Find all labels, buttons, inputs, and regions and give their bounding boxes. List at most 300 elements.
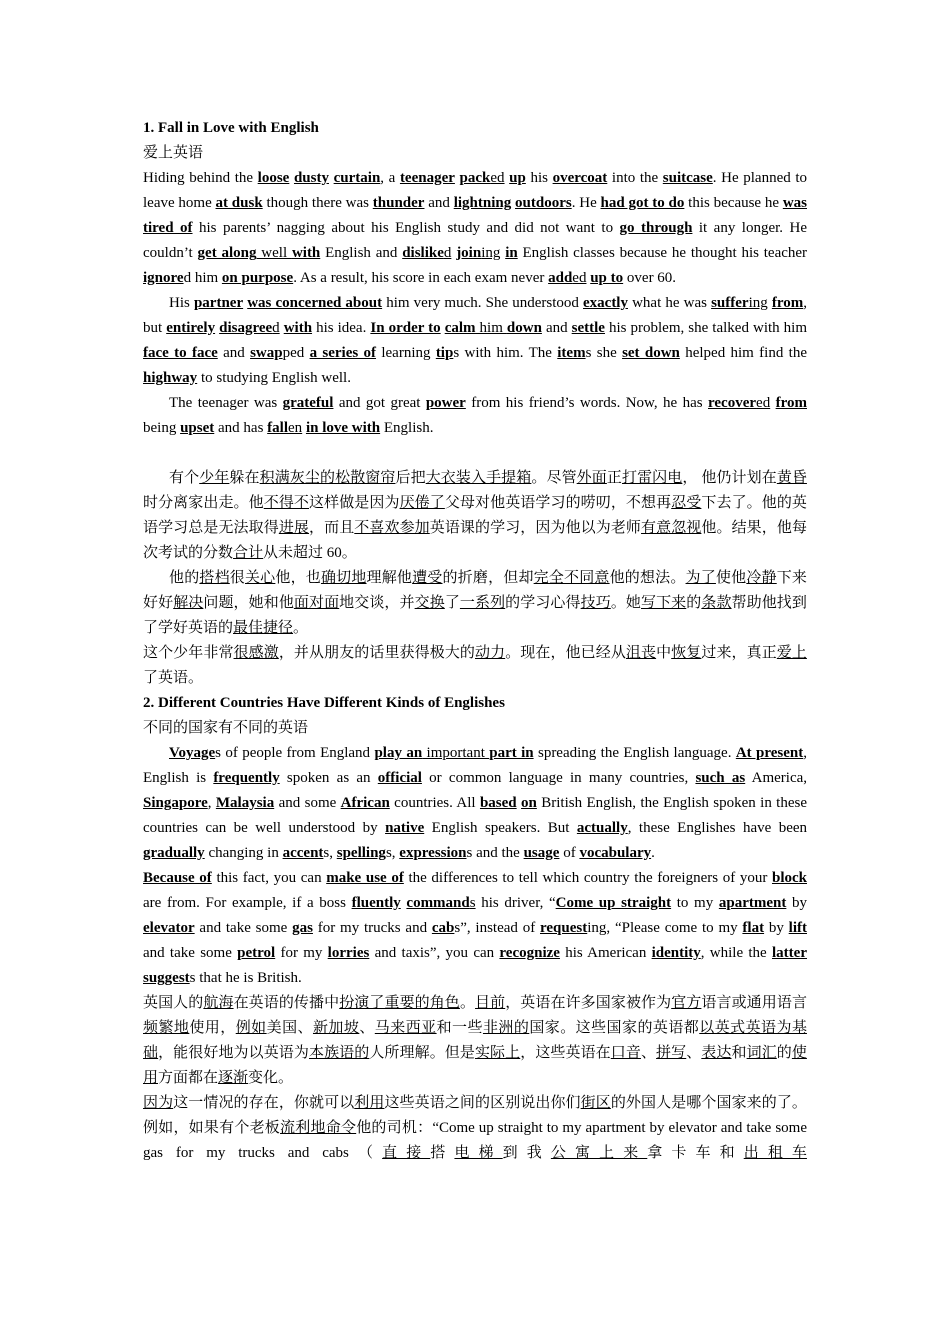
text-run: his parents’ nagging about his English study and did not want to (192, 220, 620, 236)
key-phrase: in love with (305, 420, 381, 436)
key-phrase: Voyage (169, 745, 216, 761)
key-phrase: actually (576, 820, 628, 836)
underlined-text: ed (756, 395, 771, 411)
section-2-paragraph-2 (143, 866, 807, 991)
key-phrase: a series of (309, 345, 377, 361)
text-run: 到我 (502, 1145, 551, 1161)
text-run: ，英语在许多国家被作为 (505, 995, 672, 1011)
text-run: 了英语。 (143, 670, 204, 686)
text-run: 。尽管 (531, 470, 577, 486)
underlined-text: 技巧 (580, 595, 611, 611)
key-phrase: vocabulary (579, 845, 652, 861)
key-phrase: loose (257, 170, 290, 186)
underlined-text: 合计 (233, 545, 264, 561)
underlined-text: 口音 (610, 1045, 641, 1061)
underlined-text: 以英式英语为基础 (143, 1020, 807, 1061)
key-phrase: ignore (143, 270, 184, 286)
text-run: 中 (656, 645, 672, 661)
text-run: to studying English well. (197, 370, 351, 386)
key-phrase: on purpose (221, 270, 294, 286)
text-run: and some (274, 795, 341, 811)
text-run: 、 (640, 1045, 657, 1061)
underlined-text: 拼写 (656, 1045, 687, 1061)
section-1-translation-1 (143, 466, 807, 566)
underlined-text: 利用 (354, 1095, 385, 1111)
key-phrase: suffer (711, 295, 749, 311)
section-1-translation-3 (143, 641, 807, 691)
key-phrase: suggest (143, 970, 190, 986)
text-run: from his friend’s words. Now, he has (465, 395, 708, 411)
underlined-text: 有意忽视 (641, 520, 702, 536)
text-run: being (143, 420, 181, 436)
text-run: his problem, she talked with him (604, 320, 808, 336)
key-phrase: recognize (499, 945, 560, 961)
text-run: The teenager was (169, 395, 283, 411)
underlined-text: 条款 (701, 595, 732, 611)
section-1-paragraph-2 (143, 291, 807, 391)
text-run: the differences to tell which country the foreigners of your (403, 870, 772, 886)
key-phrase: fluently (351, 895, 401, 911)
text-run: , while the (700, 945, 772, 961)
underlined-text: ed (490, 170, 505, 186)
underlined-text: 动力 (475, 645, 506, 661)
text-run: ，能很好地为以英语为 (158, 1045, 309, 1061)
underlined-text: 公寓上来 (550, 1145, 648, 1161)
text-run: . As a result, his score in each exam never (293, 270, 549, 286)
text-run: ing, “Please come to my (587, 920, 743, 936)
text-run: 语言或通用语言 (701, 995, 807, 1011)
key-phrase: with (291, 245, 321, 261)
underlined-text: him (475, 320, 507, 336)
key-phrase: command (406, 895, 470, 911)
key-phrase: pack (459, 170, 491, 186)
text-run: 、 (686, 1045, 702, 1061)
key-phrase: dislike (402, 245, 444, 261)
text-run: 他的司机：“Come up straight to my apartment by elevator and take some gas for my trucks and cabs（ (143, 1120, 807, 1161)
underlined-text: 厌倦了 (399, 495, 445, 511)
key-phrase: partner (193, 295, 244, 311)
key-phrase: calm (444, 320, 476, 336)
text-run: s, (385, 845, 400, 861)
text-run: English classes because he thought his teacher (517, 245, 808, 261)
text-run: 搭 (430, 1145, 455, 1161)
underlined-text: 爱上 (776, 645, 807, 661)
key-phrase: teenager (399, 170, 455, 186)
text-run: and got great (333, 395, 426, 411)
text-run: 很 (229, 570, 245, 586)
key-phrase: African (340, 795, 390, 811)
text-run: 方面都在 (158, 1070, 219, 1086)
key-phrase: upset (180, 420, 215, 436)
text-run: 变化。 (248, 1070, 294, 1086)
text-run: s of people from England (215, 745, 375, 761)
underlined-text: 频繁地 (143, 1020, 190, 1036)
text-run: English and (320, 245, 403, 261)
text-run: 后把 (395, 470, 426, 486)
underlined-text: 马来西亚 (374, 1020, 437, 1036)
text-run: him very much. She understood (382, 295, 583, 311)
text-run: , these Englishes have been (627, 820, 808, 836)
text-run: 正 (606, 470, 622, 486)
text-run: Hiding behind the (143, 170, 258, 186)
section-1-translation-2 (143, 566, 807, 641)
key-phrase: request (540, 920, 588, 936)
key-phrase: latter (772, 945, 807, 961)
underlined-text: d (272, 320, 280, 336)
text-run: s, (323, 845, 337, 861)
underlined-text: 官方 (671, 995, 702, 1011)
text-run: ， 他仍计划在 (682, 470, 777, 486)
underlined-text: 非洲的 (482, 1020, 530, 1036)
text-run: by (786, 895, 807, 911)
text-run: 他。结果，他每次考试的分数 (143, 520, 807, 561)
text-run: 的学习心得 (505, 595, 581, 611)
key-phrase: entirely (166, 320, 216, 336)
underlined-text: 完全不同意 (533, 570, 610, 586)
key-phrase: exactly (583, 295, 628, 311)
text-run: 的折磨，但却 (442, 570, 534, 586)
text-run: ，并从朋友的话里获得极大的 (278, 645, 475, 661)
key-phrase: on (521, 795, 537, 811)
key-phrase: Come up straight (555, 895, 672, 911)
key-phrase: cab (431, 920, 455, 936)
underlined-text: 冷静 (746, 570, 777, 586)
text-run: of (559, 845, 580, 861)
underlined-text: ed (572, 270, 587, 286)
underlined-text: 交换 (414, 595, 445, 611)
underlined-text: ing (748, 295, 768, 311)
paragraph-spacer (143, 441, 807, 466)
underlined-text: 搭档 (199, 570, 230, 586)
text-run: countries. All (389, 795, 480, 811)
text-run: are from. For example, if a boss (143, 895, 352, 911)
text-run: . He planned to leave home (143, 170, 808, 211)
underlined-text: s (469, 895, 476, 911)
key-phrase: make use of (326, 870, 404, 886)
section-2-paragraph-1 (143, 741, 807, 866)
underlined-text: 表达 (701, 1045, 732, 1061)
key-phrase: thunder (372, 195, 425, 211)
underlined-text: 黄昏 (776, 470, 807, 486)
key-phrase: In order to (370, 320, 441, 336)
key-phrase: recover (708, 395, 757, 411)
underlined-text: important (422, 745, 490, 761)
text-run: 父母对他英语学习的唠叨，不想再 (444, 495, 672, 511)
key-phrase: at dusk (215, 195, 263, 211)
underlined-text: d (443, 245, 452, 261)
text-run: 在英语的传播中 (233, 995, 340, 1011)
underlined-text: 忍受 (671, 495, 702, 511)
key-phrase: lift (788, 920, 807, 936)
text-run: what he was (627, 295, 712, 311)
text-run: 人所理解。但是 (369, 1045, 475, 1061)
key-phrase: dusty (293, 170, 329, 186)
key-phrase: from (775, 395, 807, 411)
text-run: 拿卡车和 (647, 1145, 744, 1161)
key-phrase: with (283, 320, 313, 336)
text-run: 理解他 (366, 570, 413, 586)
underlined-text: 面对面 (293, 595, 340, 611)
underlined-text: 沮丧 (625, 645, 657, 661)
underlined-text: 街区 (580, 1095, 611, 1111)
key-phrase: disagree (219, 320, 273, 336)
text-run: America, (745, 770, 808, 786)
text-run: 国家。这些国家的英语都 (529, 1020, 700, 1036)
document-content (143, 116, 807, 1166)
text-run: for my trucks and (312, 920, 432, 936)
text-run: 的 (686, 595, 702, 611)
underlined-text: 流利地命令 (280, 1120, 357, 1136)
key-phrase: official (377, 770, 422, 786)
key-phrase: identity (651, 945, 701, 961)
text-run: 这样做是因为 (309, 495, 400, 511)
text-run: His (169, 295, 194, 311)
text-run: ped (282, 345, 310, 361)
text-run: his driver, “ (475, 895, 556, 911)
text-run: 。她 (610, 595, 641, 611)
key-phrase: in (505, 245, 518, 261)
section-2-translation-2 (143, 1091, 807, 1166)
key-phrase: tip (435, 345, 454, 361)
key-phrase: flat (742, 920, 765, 936)
text-run: 使用， (189, 1020, 236, 1036)
underlined-text: 很感激 (233, 645, 279, 661)
text-run: spoken as an (279, 770, 378, 786)
key-phrase: such as (695, 770, 746, 786)
text-run: and take some (143, 945, 238, 961)
text-run: 、 (359, 1020, 375, 1036)
key-phrase: grateful (282, 395, 334, 411)
text-run: s that he is British. (189, 970, 302, 986)
underlined-text: 实际上 (474, 1045, 521, 1061)
text-run: s and the (466, 845, 524, 861)
underlined-text: 为了 (685, 570, 716, 586)
text-run: or common language in many countries, (421, 770, 696, 786)
key-phrase: petrol (237, 945, 276, 961)
text-run: spreading the English language. (533, 745, 736, 761)
key-phrase: go through (619, 220, 693, 236)
underlined-text: 确切地 (320, 570, 367, 586)
text-run: his American (559, 945, 652, 961)
underlined-text: en (288, 420, 303, 436)
key-phrase: native (385, 820, 425, 836)
underlined-text: 打雷闪电 (621, 470, 683, 486)
key-phrase: play an (374, 745, 423, 761)
text-run: into the (607, 170, 663, 186)
text-run: , (207, 795, 216, 811)
text-run: learning (376, 345, 436, 361)
text-run: 使他 (715, 570, 747, 586)
text-run: 这个少年非常 (143, 645, 234, 661)
text-run: 时分离家出走。他 (143, 495, 264, 511)
text-run: , but (143, 295, 807, 336)
text-run: this because he (684, 195, 783, 211)
text-run: and (541, 320, 572, 336)
text-run: . (651, 845, 655, 861)
text-run: his (525, 170, 553, 186)
key-phrase: spelling (336, 845, 386, 861)
text-run: and (424, 195, 454, 211)
underlined-text: 恢复 (671, 645, 702, 661)
text-run: 问题，她和他 (203, 595, 294, 611)
underlined-text: 进展 (278, 520, 310, 536)
key-phrase: down (506, 320, 542, 336)
key-phrase: elevator (143, 920, 195, 936)
text-run: it any longer. He couldn’t (143, 220, 807, 261)
text-run: 躲在 (229, 470, 260, 486)
underlined-text: 积满灰尘的松散窗帘 (259, 470, 396, 486)
text-run: and (217, 345, 251, 361)
key-phrase: Singapore (143, 795, 208, 811)
text-run: 过来，真正 (701, 645, 777, 661)
key-phrase: block (771, 870, 807, 886)
underlined-text: 直接 (382, 1145, 431, 1161)
key-phrase: apartment (718, 895, 787, 911)
key-phrase: swap (250, 345, 283, 361)
text-run: 英语课的学习，因为他以为老师 (429, 520, 642, 536)
key-phrase: part in (489, 745, 534, 761)
text-run: 从未超过 60。 (263, 545, 357, 561)
underlined-text: 新加坡 (312, 1020, 360, 1036)
underlined-text: 关心 (244, 570, 276, 586)
underlined-text: 不喜欢参加 (354, 520, 430, 536)
key-phrase: highway (143, 370, 198, 386)
key-phrase: had got to do (600, 195, 685, 211)
key-phrase: Because of (143, 870, 212, 886)
section-2-translation-1 (143, 991, 807, 1091)
key-phrase: accent (282, 845, 324, 861)
text-run: 这一情况的存在，你就可以 (173, 1095, 355, 1111)
section-1-heading: 1. Fall in Love with English (143, 120, 319, 136)
text-run: 这些英语之间的区别说出你们 (384, 1095, 581, 1111)
text-run: 。 (459, 995, 476, 1011)
text-run: s she (585, 345, 623, 361)
underlined-text: 电梯 (454, 1145, 503, 1161)
key-phrase: lorries (327, 945, 370, 961)
text-run: ，这些英语在 (520, 1045, 611, 1061)
underlined-text: 目前 (475, 995, 506, 1011)
key-phrase: add (548, 270, 573, 286)
text-run: s with him. The (453, 345, 558, 361)
key-phrase: frequently (213, 770, 280, 786)
text-run: 和一些 (436, 1020, 483, 1036)
key-phrase: curtain (333, 170, 381, 186)
key-phrase: gradually (143, 845, 205, 861)
section-2-heading: 2. Different Countries Have Different Kinds of Englishes (143, 695, 505, 711)
underlined-text: 本族语的 (308, 1045, 370, 1061)
key-phrase: fall (267, 420, 289, 436)
text-run: English speakers. But (424, 820, 577, 836)
key-phrase: usage (523, 845, 560, 861)
underlined-text: 大衣装入手提箱 (425, 470, 532, 486)
key-phrase: was tired of (143, 195, 807, 236)
underlined-text: 扮演了重要的角色 (339, 995, 460, 1011)
text-run: 他的 (169, 570, 200, 586)
key-phrase: At present (735, 745, 804, 761)
section-1-paragraph-3 (143, 391, 807, 441)
text-run: 下去了。他的英语学习总是无法取得 (143, 495, 807, 536)
key-phrase: suitcase (662, 170, 713, 186)
text-run: , a (380, 170, 400, 186)
text-run: changing in (204, 845, 283, 861)
underlined-text: 遭受 (412, 570, 443, 586)
text-run: 帮助他找到了学好英语的 (143, 595, 807, 636)
key-phrase: join (456, 245, 482, 261)
key-phrase: outdoors (515, 195, 572, 211)
underlined-text: ing (481, 245, 501, 261)
key-phrase: from (771, 295, 804, 311)
underlined-text: 因为 (143, 1095, 174, 1111)
text-run: to my (671, 895, 719, 911)
text-run: helped him find the (679, 345, 807, 361)
text-run: 。现在，他已经从 (505, 645, 626, 661)
underlined-text: 出租车 (743, 1145, 807, 1161)
underlined-text: 写下来 (641, 595, 687, 611)
text-run: 下来好好 (143, 570, 807, 611)
text-run: by (764, 920, 789, 936)
key-phrase: based (479, 795, 517, 811)
underlined-text: 外面 (576, 470, 607, 486)
section-2-subtitle: 不同的国家有不同的英语 (143, 720, 309, 736)
text-run: over 60. (623, 270, 677, 286)
text-run: . He (571, 195, 601, 211)
key-phrase: up to (590, 270, 624, 286)
key-phrase: expression (399, 845, 467, 861)
text-run: 了 (444, 595, 460, 611)
key-phrase: set down (622, 345, 680, 361)
underlined-text: 例如 (235, 1020, 267, 1036)
text-run: 的外国人是哪个国家来的了。例如，如果有个老板 (143, 1095, 807, 1136)
text-run: and take some (194, 920, 293, 936)
underlined-text: 航海 (203, 995, 234, 1011)
key-phrase: item (557, 345, 586, 361)
text-run: for my (275, 945, 328, 961)
underlined-text: 解决 (173, 595, 204, 611)
text-run: s”, instead of (454, 920, 540, 936)
key-phrase: get along (197, 245, 257, 261)
text-run: and taxis”, you can (369, 945, 500, 961)
text-run: 美国、 (266, 1020, 313, 1036)
text-run: , English is (143, 745, 807, 786)
text-run: 他，也 (275, 570, 321, 586)
key-phrase: settle (571, 320, 605, 336)
key-phrase: power (425, 395, 466, 411)
text-run: d him (183, 270, 222, 286)
text-run: 英国人的 (143, 995, 204, 1011)
underlined-text: 不得不 (263, 495, 310, 511)
text-run: 。 (293, 620, 309, 636)
text-run: 有个 (169, 470, 200, 486)
underlined-text: 最佳捷径 (233, 620, 294, 636)
text-run: though there was (262, 195, 373, 211)
underlined-text: well (256, 245, 292, 261)
text-run: and has (214, 420, 268, 436)
text-run: his idea. (312, 320, 371, 336)
text-run: 的 (776, 1045, 792, 1061)
section-1-subtitle: 爱上英语 (143, 145, 204, 161)
underlined-text: 逐渐 (218, 1070, 249, 1086)
text-run: British English, the English spoken in these countries can be well understood by (143, 795, 808, 836)
key-phrase: lightning (453, 195, 512, 211)
underlined-text: 词汇 (746, 1045, 777, 1061)
key-phrase: Malaysia (215, 795, 275, 811)
key-phrase: gas (292, 920, 313, 936)
underlined-text: 少年 (199, 470, 230, 486)
text-run: 和 (731, 1045, 747, 1061)
underlined-text: 使用 (143, 1045, 807, 1086)
text-run: English. (380, 420, 434, 436)
key-phrase: was concerned about (247, 295, 383, 311)
